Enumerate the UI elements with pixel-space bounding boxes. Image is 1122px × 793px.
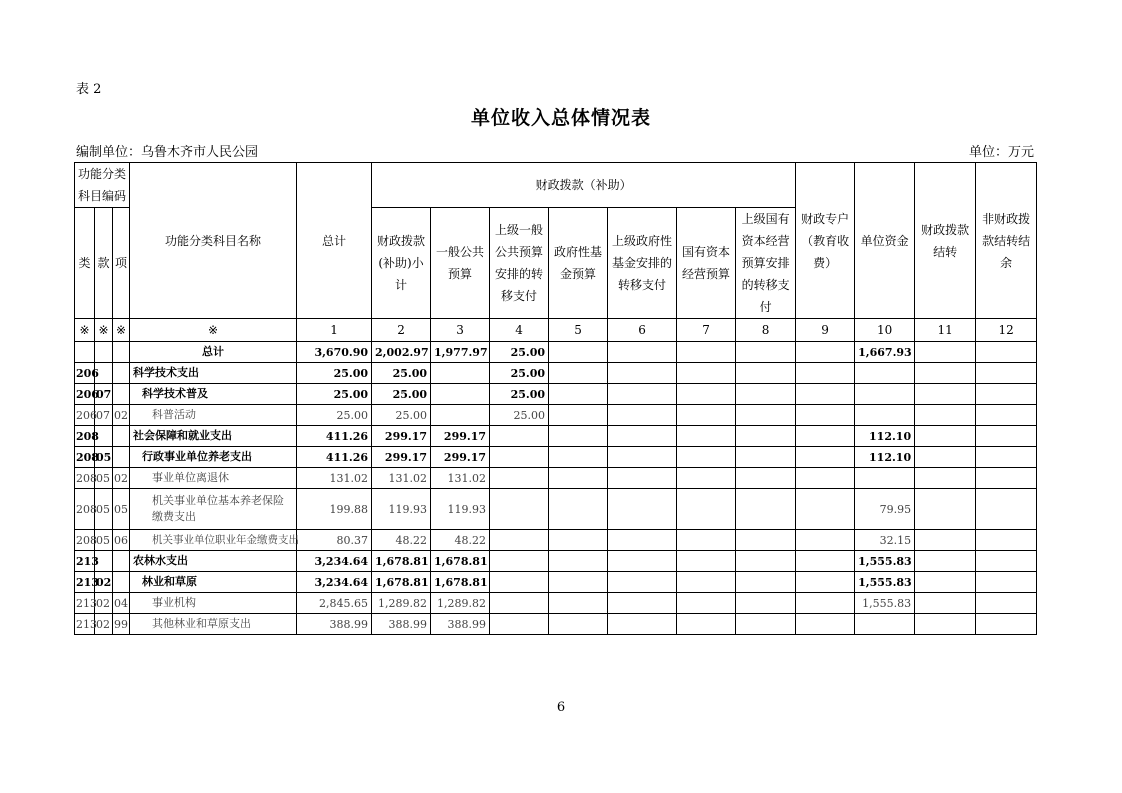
item-name: 事业单位离退休 [130,468,297,489]
cell-general-budget: 1,678.81 [431,572,490,593]
cell-total: 25.00 [297,384,372,405]
col-number: 8 [736,319,796,342]
cell-unit-funds [855,468,915,489]
col-number: 7 [677,319,736,342]
cell-total: 2,845.65 [297,593,372,614]
header-upper-gov-fund: 上级政府性基金安排的转移支付 [608,208,677,319]
header-fiscal-group: 财政拨款（补助） [372,163,796,208]
header-name: 功能分类科目名称 [130,163,297,319]
item-name: 科普活动 [130,405,297,426]
table-row [75,363,1037,384]
cell-fiscal-subtotal: 1,678.81 [372,551,431,572]
cell-unit-funds: 1,667.93 [855,342,915,363]
cell-upper-general: 25.00 [490,384,549,405]
code-lei: 206 [75,405,95,426]
header-total: 总计 [297,163,372,319]
header-fiscal-subtotal: 财政拨款(补助)小计 [372,208,431,319]
code-lei [75,342,95,363]
item-name: 科学技术支出 [130,363,297,384]
code-xiang: 02 [113,405,130,426]
col-number: 11 [915,319,976,342]
mark-name: ※ [130,319,297,342]
header-kuan: 款 [95,208,113,319]
cell-general-budget: 48.22 [431,530,490,551]
cell-general-budget: 119.93 [431,489,490,530]
table-label: 表 2 [76,82,102,97]
cell-fiscal-subtotal: 119.93 [372,489,431,530]
table-row [75,551,1037,572]
table-row [75,572,1037,593]
cell-fiscal-subtotal: 25.00 [372,384,431,405]
cell-upper-general [490,489,549,530]
code-xiang [113,384,130,405]
code-lei: 213 [75,614,95,635]
header-special-account: 财政专户（教育收费） [796,163,855,319]
cell-total: 3,670.90 [297,342,372,363]
item-name: 社会保障和就业支出 [130,426,297,447]
cell-fiscal-subtotal: 25.00 [372,405,431,426]
table-row [75,447,1037,468]
cell-total: 199.88 [297,489,372,530]
table-row [75,405,1037,426]
code-lei: 208 [75,447,95,468]
item-name: 机关事业单位职业年金缴费支出 [130,530,297,551]
code-xiang: 06 [113,530,130,551]
page-number: 6 [556,700,566,715]
cell-total: 131.02 [297,468,372,489]
cell-upper-general: 25.00 [490,405,549,426]
code-kuan: 02 [95,614,113,635]
table-row [75,489,1037,530]
item-name: 机关事业单位基本养老保险缴费支出 [130,489,297,530]
header-gov-fund: 政府性基金预算 [549,208,608,319]
cell-general-budget [431,363,490,384]
col-number: 10 [855,319,915,342]
header-fiscal-carryover: 财政拨款结转 [915,163,976,319]
cell-fiscal-subtotal: 131.02 [372,468,431,489]
code-kuan: 02 [95,572,113,593]
code-kuan: 05 [95,468,113,489]
cell-upper-general [490,426,549,447]
code-lei: 206 [75,363,95,384]
cell-fiscal-subtotal: 388.99 [372,614,431,635]
cell-general-budget [431,384,490,405]
code-xiang [113,572,130,593]
cell-unit-funds [855,384,915,405]
cell-fiscal-subtotal: 299.17 [372,447,431,468]
page-title: 单位收入总体情况表 [470,107,651,129]
table-row [75,614,1037,635]
income-summary-table [74,162,1037,635]
cell-fiscal-subtotal: 1,289.82 [372,593,431,614]
code-xiang [113,447,130,468]
cell-unit-funds: 1,555.83 [855,593,915,614]
header-lei: 类 [75,208,95,319]
mark-lei: ※ [75,319,95,342]
code-kuan [95,342,113,363]
cell-upper-general [490,572,549,593]
cell-unit-funds [855,363,915,384]
header-general-budget: 一般公共预算 [431,208,490,319]
cell-total: 3,234.64 [297,572,372,593]
compiling-unit: 编制单位：乌鲁木齐市人民公园 [76,145,259,160]
code-lei: 213 [75,572,95,593]
cell-upper-general [490,614,549,635]
cell-general-budget: 299.17 [431,426,490,447]
cell-general-budget: 388.99 [431,614,490,635]
cell-fiscal-subtotal: 299.17 [372,426,431,447]
code-lei: 208 [75,426,95,447]
item-name: 科学技术普及 [130,384,297,405]
cell-upper-general [490,468,549,489]
code-lei: 213 [75,593,95,614]
cell-general-budget: 1,977.97 [431,342,490,363]
cell-unit-funds: 1,555.83 [855,551,915,572]
code-xiang [113,342,130,363]
cell-fiscal-subtotal: 25.00 [372,363,431,384]
code-kuan: 05 [95,447,113,468]
cell-unit-funds: 32.15 [855,530,915,551]
cell-upper-general [490,447,549,468]
table-row [75,468,1037,489]
code-lei: 208 [75,489,95,530]
cell-unit-funds: 79.95 [855,489,915,530]
cell-total: 25.00 [297,405,372,426]
header-upper-state-capital: 上级国有资本经营预算安排的转移支付 [736,208,796,319]
code-xiang: 99 [113,614,130,635]
mark-kuan: ※ [95,319,113,342]
table-row [75,530,1037,551]
cell-fiscal-subtotal: 2,002.97 [372,342,431,363]
cell-total: 3,234.64 [297,551,372,572]
table-row-total [75,342,1037,363]
item-name: 其他林业和草原支出 [130,614,297,635]
col-number: 6 [608,319,677,342]
col-number: 5 [549,319,608,342]
col-number: 1 [297,319,372,342]
cell-fiscal-subtotal: 1,678.81 [372,572,431,593]
cell-general-budget: 131.02 [431,468,490,489]
header-upper-general: 上级一般公共预算安排的转移支付 [490,208,549,319]
code-xiang: 04 [113,593,130,614]
code-lei: 208 [75,530,95,551]
table-row [75,384,1037,405]
cell-unit-funds: 112.10 [855,426,915,447]
cell-general-budget: 299.17 [431,447,490,468]
cell-upper-general [490,593,549,614]
item-name: 事业机构 [130,593,297,614]
cell-general-budget: 1,678.81 [431,551,490,572]
header-nonfiscal-carryover: 非财政拨款结转结余 [976,163,1037,319]
code-xiang: 05 [113,489,130,530]
cell-total: 25.00 [297,363,372,384]
cell-upper-general: 25.00 [490,363,549,384]
currency-unit: 单位：万元 [968,145,1034,160]
code-kuan: 07 [95,384,113,405]
table-row [75,426,1037,447]
item-name: 林业和草原 [130,572,297,593]
col-number: 2 [372,319,431,342]
item-name: 总计 [130,342,297,363]
code-kuan: 02 [95,593,113,614]
cell-total: 411.26 [297,447,372,468]
cell-total: 411.26 [297,426,372,447]
mark-xiang: ※ [113,319,130,342]
col-number: 4 [490,319,549,342]
code-kuan: 05 [95,489,113,530]
header-unit-funds: 单位资金 [855,163,915,319]
col-number: 12 [976,319,1037,342]
cell-upper-general: 25.00 [490,342,549,363]
cell-general-budget: 1,289.82 [431,593,490,614]
code-lei: 206 [75,384,95,405]
code-xiang [113,551,130,572]
cell-unit-funds [855,405,915,426]
cell-unit-funds [855,614,915,635]
code-kuan: 05 [95,530,113,551]
item-name: 行政事业单位养老支出 [130,447,297,468]
col-number: 3 [431,319,490,342]
code-xiang [113,363,130,384]
code-xiang: 02 [113,468,130,489]
cell-upper-general [490,530,549,551]
cell-total: 388.99 [297,614,372,635]
header-state-capital: 国有资本经营预算 [677,208,736,319]
header-xiang: 项 [113,208,130,319]
cell-fiscal-subtotal: 48.22 [372,530,431,551]
cell-general-budget [431,405,490,426]
cell-unit-funds: 1,555.83 [855,572,915,593]
cell-unit-funds: 112.10 [855,447,915,468]
cell-upper-general [490,551,549,572]
code-lei: 208 [75,468,95,489]
col-number: 9 [796,319,855,342]
cell-total: 80.37 [297,530,372,551]
code-kuan: 07 [95,405,113,426]
table-row [75,593,1037,614]
header-code-group: 功能分类科目编码 [75,163,130,208]
code-xiang [113,426,130,447]
item-name: 农林水支出 [130,551,297,572]
code-lei: 213 [75,551,95,572]
